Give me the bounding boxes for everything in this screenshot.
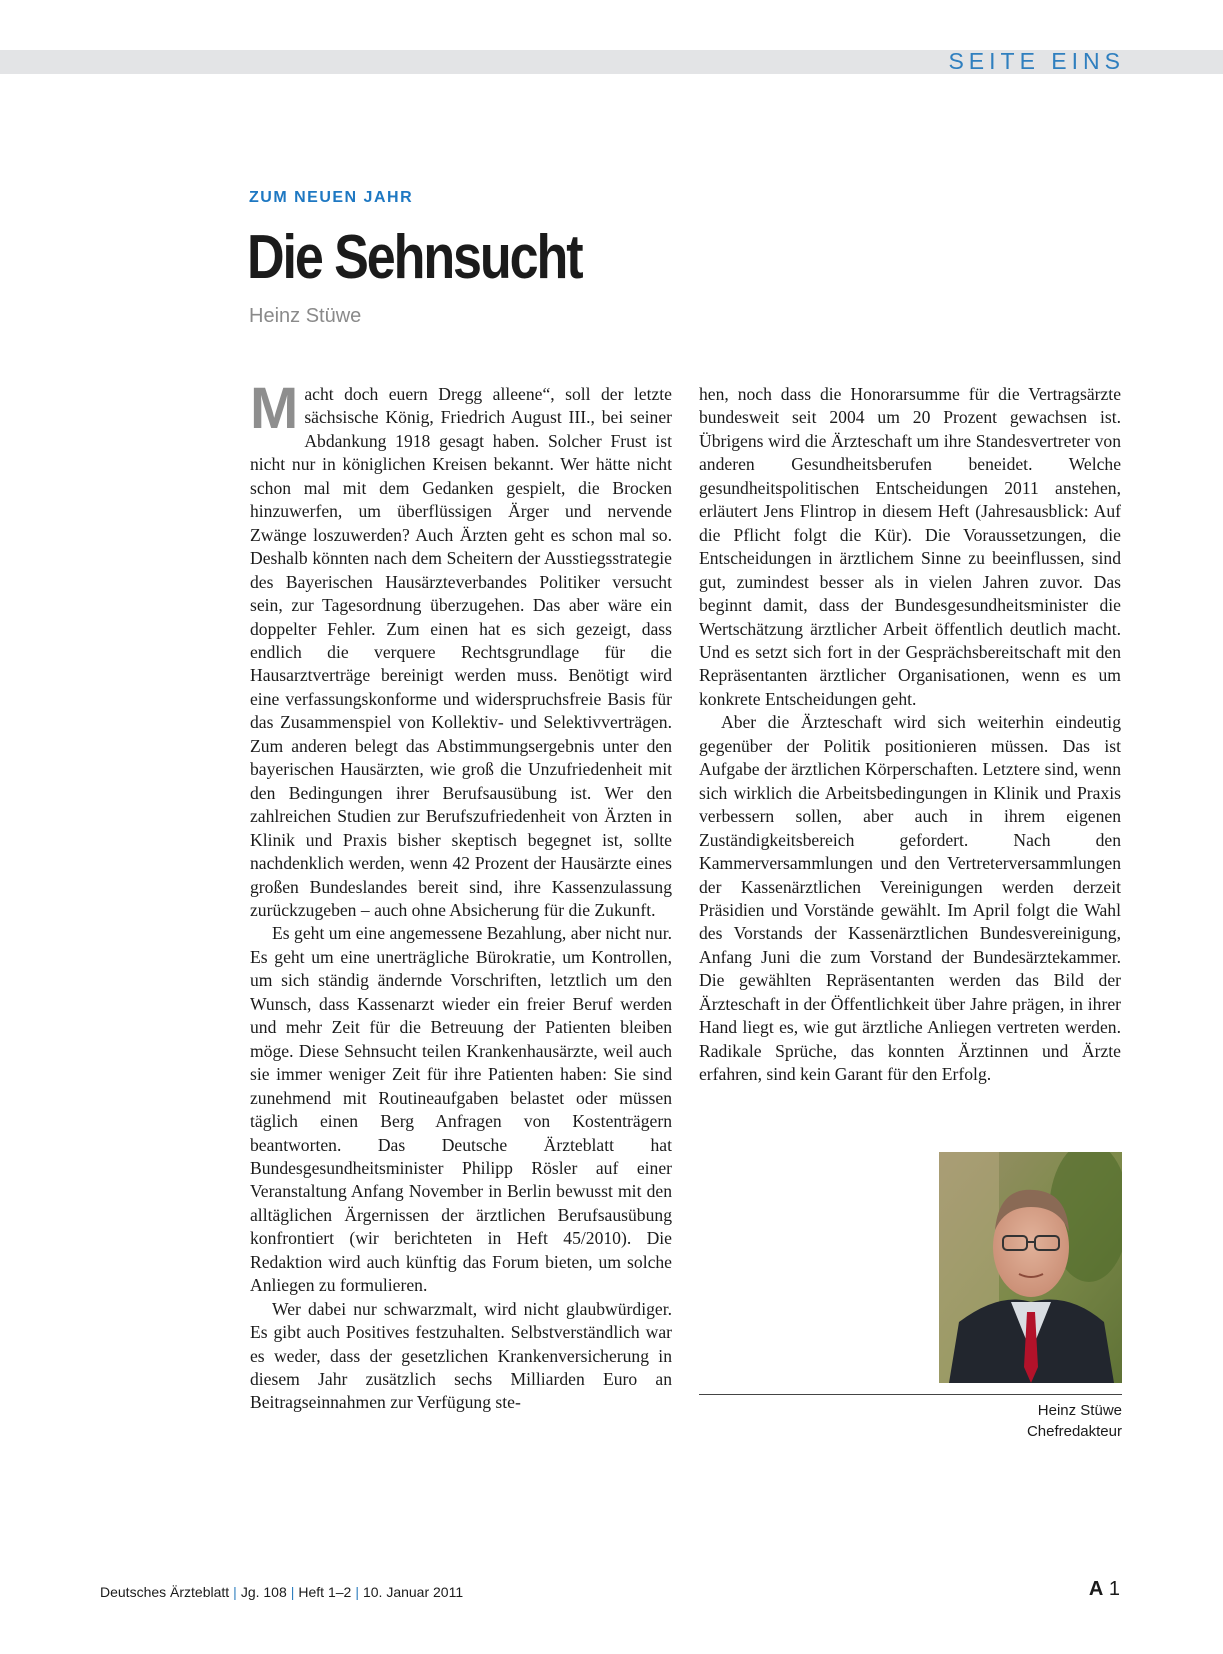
paragraph-text: acht doch euern Dregg alleene“, soll der letzte sächsische König, Friedrich August III., bei seiner Abdankung 1918 gesagt haben. Solcher Frust ist nicht nur in königlichen Kreisen bekannt. Wer hätte nicht schon mal mit dem Gedanken gespielt, die Brocken hinzuwerfen, um überflüssigen Ärger und nervende Zwänge loszuwerden? Auch Ärzten geht es schon mal so. Deshalb könnten nach dem Scheitern der Ausstiegsstrategie des Bayerischen Hausärzteverbandes Politiker versucht sein, zur Tagesordnung überzugehen. Das aber wäre ein doppelter Fehler. Zum einen hat es sich gezeigt, dass endlich die verquere Rechtsgrundlage für die Hausarztverträge bereinigt werden muss. Benötigt wird eine verfassungskonforme und widerspruchsfreie Basis für das Zusammenspiel von Kollektiv- und Selektivverträgen. Zum anderen belegt das Abstimmungsergebnis unter den bayerischen Hausärzten, wie groß die Unzufriedenheit mit den Bedingungen ihrer Berufsausübung ist. Wer den zahlreichen Studien zur Berufszufriedenheit von Ärzten in Klinik und Praxis bisher skeptisch begegnet ist, sollte nachdenklich werden, wenn 42 Prozent der Hausärzte eines großen Bundeslandes bereit sind, ihre Kassenzulassung zurückzugeben – auch ohne Absicherung für die Zukunft.	[250, 384, 672, 920]
paragraph: Wer dabei nur schwarzmalt, wird nicht glaubwürdiger. Es gibt auch Positives festzuhalten. Selbstverständlich war es weder, dass der gesetzlichen Krankenversicherung in diesem Jahr zusätzlich sechs Milliarden Euro an Beitragseinnahmen zur Verfügung ste-	[250, 1298, 672, 1413]
footer-separator: |	[355, 1584, 359, 1600]
page-number	[1089, 1578, 1120, 1601]
paragraph: Es geht um eine angemessene Bezahlung, aber nicht nur. Es geht um eine unerträgliche Bürokratie, um Kontrollen, um sich ständig ändernde Vorschriften, letztlich um den Wunsch, dass Kassenarzt wieder ein freier Beruf werden und mehr Zeit für die Betreuung der Patienten bleiben möge. Diese Sehnsucht teilen Krankenhausärzte, weil auch sie immer weniger Zeit für ihre Patienten haben: Sie sind zunehmend mit Routineaufgaben belastet oder müssen täglich einen Berg Anfragen von Kostenträgern beantworten. Das Deutsche Ärzteblatt hat Bundesgesundheitsminister Philipp Rösler auf einer Veranstaltung Anfang November in Berlin bewusst mit den alltäglichen Ärgernissen der ärztlichen Berufsausübung konfrontiert (wir berichteten in Heft 45/2010). Die Redaktion wird auch künftig das Forum bieten, um solche Anliegen zu formulieren.	[250, 923, 672, 1296]
page-number-value: 1	[1108, 1578, 1120, 1600]
article-author: Heinz Stüwe	[249, 305, 362, 327]
footer-volume: Jg. 108	[240, 1584, 287, 1600]
footer-date: 10. Januar 2011	[362, 1584, 464, 1600]
paragraph: hen, noch dass die Honorarsumme für die Vertragsärzte bundesweit seit 2004 um 20 Prozent gewachsen ist. Übrigens wird die Ärzteschaft um ihre Standesvertreter von anderen Gesundheitsberufen beneidet. Welche gesundheitspolitischen Entscheidungen 2011 anstehen, erläutert Jens Flintrop in diesem Heft (Jahresausblick: Auf die Pflicht folgt die Kür). Die Voraussetzungen, die Entscheidungen in ärztlichem Sinne zu beeinflussen, sind gut, zumindest besser als in vielen Jahren zuvor. Das beginnt damit, dass der Bundesgesundheitsminister die Wertschätzung ärztlicher Arbeit öffentlich deutlich macht. Und es setzt sich fort in der Gesprächsbereitschaft mit den Repräsentanten ärztlicher Organisationen, wenn es um konkrete Entscheidungen geht.	[699, 384, 1121, 709]
footer-publication: Deutsches Ärzteblatt	[100, 1584, 230, 1600]
footer-citation	[100, 1584, 463, 1600]
footer-separator: |	[233, 1584, 237, 1600]
article-kicker: ZUM NEUEN JAHR	[249, 189, 414, 206]
caption-name: Heinz Stüwe	[1037, 1402, 1122, 1419]
paragraph: Aber die Ärzteschaft wird sich weiterhin eindeutig gegenüber der Politik positionieren müssen. Das ist Aufgabe der ärztlichen Körperschaften. Letztere sind, wenn sich wirklich die Arbeitsbedingungen in Klinik und Praxis verbessern sollen, aber auch in ihrem eigenen Zuständigkeitsbereich gefordert. Nach den Kammerversammlungen und den Vertreterversammlungen der Kassenärztlichen Vereinigungen werden derzeit Präsidien und Vorstände gewählt. Im April folgt die Wahl des Vorstands der Kassenärztlichen Bundesvereinigung, Anfang Juni die zum Vorstand der Bundesärztekammer. Die gewählten Repräsentanten werden das Bild der Ärzteschaft in der Öffentlichkeit über Jahre prägen, in ihrer Hand liegt es, wie gut ärztliche Anliegen vertreten werden. Radikale Sprüche, das konnten Ärztinnen und Ärzte erfahren, sind kein Garant für den Erfolg.	[699, 712, 1121, 1085]
article-column-right	[699, 383, 1121, 1087]
photo-caption	[1027, 1400, 1122, 1442]
page-prefix: A	[1088, 1578, 1104, 1600]
author-portrait	[939, 1152, 1122, 1383]
caption-role: Chefredakteur	[1026, 1423, 1122, 1440]
portrait-image	[939, 1152, 1122, 1383]
footer-separator: |	[290, 1584, 295, 1600]
paragraph	[250, 376, 672, 922]
drop-cap: M	[250, 376, 299, 441]
caption-rule	[699, 1394, 1122, 1395]
article-title: Die Sehnsucht	[247, 223, 582, 292]
article-column-left	[250, 376, 672, 1415]
footer-issue: Heft 1–2	[298, 1584, 352, 1600]
section-label: SEITE EINS	[948, 48, 1125, 74]
